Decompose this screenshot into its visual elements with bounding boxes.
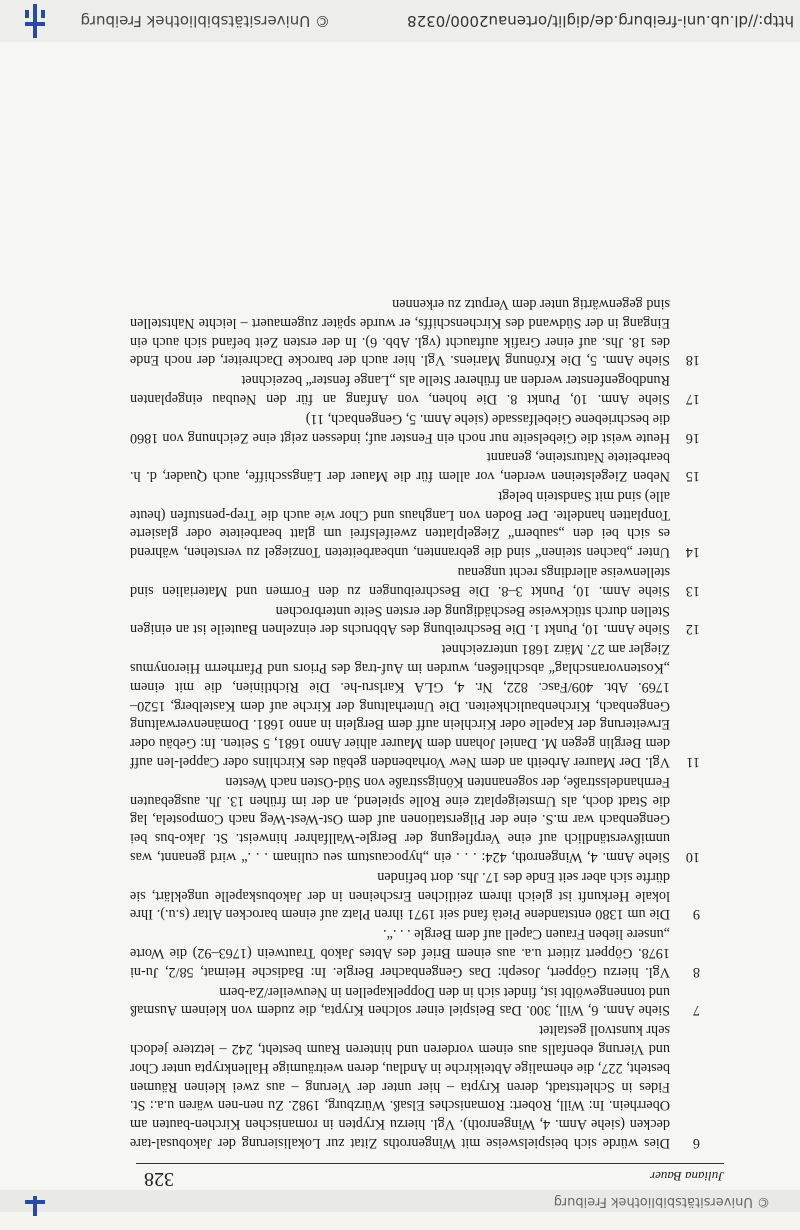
footnote-number: 14 bbox=[685, 544, 700, 561]
footnote-text: Unter „bachen steinen“ sind die gebrannten, unbearbeiteten Tonziegel zu verstehen, während es sich bei den „saubern“ Ziegelplatten zweifelsfrei um glatt bearbeitete oder glasierte Tonplatten handelte. Der Boden von Langhaus und Chor wie auch die Trep-penstufen (heute alle) sind mit Sandstein belegt bbox=[130, 487, 670, 561]
footnote bbox=[130, 772, 700, 866]
footnote bbox=[130, 562, 700, 600]
footnote-text: Siehe Anm. 4, Wingenroth, 424: . . . ein „hypocaustum seu culinam . . .“ wird genannt, was unmißverständlich auf eine Verpflegung der Bergle-Wallfahrer hinweist. St. Jako-bus bei Gengenbach war m.S. eine der Pilgerstationen auf dem Ost-West-Weg nach Compostela, lag die Stadt doch, als Umsteigeplatz eine Rolle spielend, an der im frühen 13. Jh. ausgebauten Fernhandelsstraße, der sogenannten Königsstraße von Süd-Osten nach Westen bbox=[130, 773, 670, 866]
footnote bbox=[130, 982, 700, 1020]
footnote-number: 12 bbox=[685, 621, 700, 638]
footnote-text: Vgl. Der Maurer Arbeith an dem New Vorhabenden gebäu des Kirchlins oder Cappel-len auff dem Berglin gegen M. Daniel Johann dem Maurer alhier Anno 1681, 5 Seiten. In: Gebäu oder Erweiterung der Kapelle oder Kirchlein auff dem Berglein in anno 1681. Domänenverwaltung Gengenbach, Kirchenbaulichkeiten. Die Unterhaltung der Kirche auf dem Kastelberg, 1520–1769. Abt. 409/Fasc. 822, Nr. 4, GLA Karlsru-he. Die Richtlinien, die mit einem „Kostenvoranschlag“ abschließen, wurden im Auf-trag des Priors und Pfarrherrn Hieronymus Ziegler am 27. März 1681 unterzeichnet bbox=[130, 641, 670, 771]
footnote-text: Siehe Anm. 6, Will, 300. Das Beispiel einer solchen Krypta, die zudem von kleinem Ausmaß und tonnengewölbt ist, findet sich in den Doppelkapellen in Neuweiler/Za-bern bbox=[130, 983, 670, 1019]
header-rule bbox=[136, 1163, 724, 1164]
footnote-text: Vgl. hierzu Göppert, Joseph: Das Gengenbacher Bergle. In: Badische Heimat, 58/2, Ju-ni 1978. Göppert zitiert u.a. aus einem Brief des Abtes Jakob Trautwein (1763–92) die Worte „unsere lieben Frauen Capell auf dem Bergle . . .“. bbox=[130, 926, 670, 980]
footnotes bbox=[130, 293, 700, 1152]
footnote-number: 18 bbox=[685, 352, 700, 369]
footnote-text: Siehe Anm. 5, Die Krönung Mariens. Vgl. hier auch der barocke Dachreiter, der noch Ende des 18. Jhs. auf einer Grafik auftaucht (vgl. Abb. 6). In der ersten Zeit befand sich auch ein Eingang in der Südwand des Kirchenschiffs, er wurde später zugemauert – leichte Nahtstellen sind gegenwärtig unter dem Verputz zu erkennen bbox=[130, 295, 670, 369]
library-strip-bottom bbox=[0, 0, 800, 42]
footnote-number: 15 bbox=[685, 468, 700, 485]
footnote bbox=[130, 1020, 700, 1152]
footnote bbox=[130, 867, 700, 923]
footnote bbox=[130, 486, 700, 561]
footnote bbox=[130, 601, 700, 639]
footnote-number: 10 bbox=[685, 849, 700, 866]
running-head-author: Juliana Bauer bbox=[649, 1169, 724, 1184]
footnote bbox=[130, 409, 700, 447]
footnote-text: Dies würde sich beispielsweise mit Wingenroths Zitat zur Lokalisierung der Jakobusal-tare decken (siehe Anm. 4, Wingenroth). Vgl. hierzu Krypten in romanischen Kirchen-bauten am Oberrhein. In: Will, Robert: Romanisches Elsaß. Würzburg, 1982. Zu nen-nen wären u.a.: St. Fides in Schlettstadt, deren Krypta – hier unter der Vierung – aus zwei kleinen Räumen besteht, 227, die ehemalige Abteikirche in Andlau, deren weiträumige Hallenkrypta unter Chor und Vierung ebenfalls aus einem vorderen und hinteren Raum besteht, 242 – letztere jedoch sehr kunstvoll gestaltet bbox=[130, 1022, 670, 1151]
footnote-number: 11 bbox=[686, 754, 700, 771]
library-credit-top: © Universitätsbibliothek Freiburg bbox=[553, 1194, 770, 1209]
library-logo-icon bbox=[22, 4, 48, 38]
footnote bbox=[130, 639, 700, 771]
footnote-text: Die um 1380 entstandene Pietà fand seit 1971 ihren Platz auf einem barocken Altar (s.u.). Ihre lokale Herkunft ist gleich ihrem zeitlichen Erscheinen in der Jakobuskapelle ungeklärt, sie dürfte sich aber seit Ende des 17. Jhs. dort befinden bbox=[130, 868, 670, 923]
page-url: http://dl.ub.uni-freiburg.de/diglit/ortenau2000/0328 bbox=[407, 12, 794, 30]
footnote bbox=[130, 924, 700, 980]
footnote-number: 8 bbox=[692, 963, 700, 980]
footnote bbox=[130, 370, 700, 408]
footnote bbox=[130, 294, 700, 369]
library-logo-icon-top bbox=[22, 1196, 48, 1230]
library-strip-top bbox=[0, 1190, 800, 1212]
footnote bbox=[130, 448, 700, 486]
footnote-text: Siehe Anm. 10, Punkt 3–8. Die Beschreibungen zu den Formen und Materialien sind stellenweise allerdings recht ungenau bbox=[130, 564, 670, 599]
footnote-text: Siehe Anm. 10, Punkt 8. Die hohen, von Anfang an für den Neubau eingeplanten Rundbogenfenster werden an früherer Stelle als „Lange fenster“ bezeichnet bbox=[130, 372, 670, 407]
library-credit: © Universitätsbibliothek Freiburg bbox=[80, 12, 330, 30]
footnote-number: 16 bbox=[685, 429, 700, 446]
footnote-number: 7 bbox=[692, 1002, 700, 1019]
footnote-text: Neben Ziegelsteinen werden, vor allem für die Mauer der Längsschiffe, auch Quader, d. h. bearbeitete Natursteine, genannt bbox=[130, 449, 670, 485]
footnote-number: 13 bbox=[685, 582, 700, 599]
footnote-number: 6 bbox=[692, 1135, 700, 1151]
footnote-text: Siehe Anm. 10, Punkt 1. Die Beschreibung des Abbruchs der einzelnen Bauteile ist an einigen Stellen durch stückweise Beschädigung der ersten Seite unterbrochen bbox=[130, 602, 670, 638]
footnote-number: 17 bbox=[685, 390, 700, 407]
footnote-text: Heute weist die Giebelseite nur noch ein Fenster auf; indessen zeigt eine Zeichnung von 1860 die beschriebene Giebelfassade (siehe Anm. 5, Gengenbach, 11) bbox=[130, 410, 670, 446]
page-number: 328 bbox=[144, 1168, 174, 1190]
book-page bbox=[0, 42, 800, 1190]
footnote-number: 9 bbox=[692, 906, 700, 923]
